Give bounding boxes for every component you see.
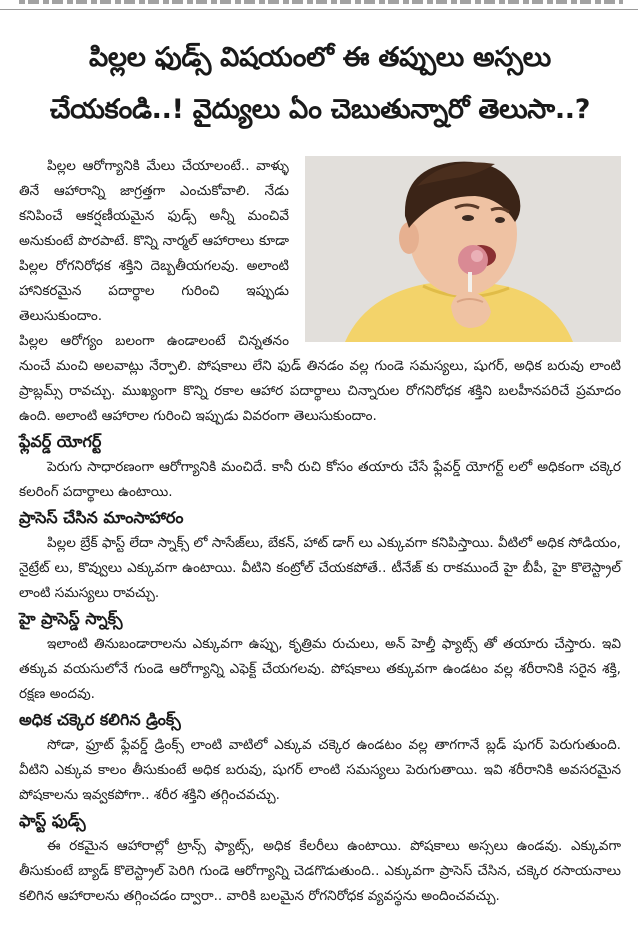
headline-line-1: పిల్లల ఫుడ్స్ విషయంలో ఈ తప్పులు అస్సలు [89,42,551,73]
section-paragraph: సోడా, ఫ్రూట్ ఫ్లేవర్డ్ డ్రింక్స్ లాంటి వాటిలో ఎక్కువ చక్కెర ఉండటం వల్ల తాగగానే బ్లడ్ షుగర్ పెరుగుతుంది. వీటిని ఎక్కువ కాలం తీసుకుంటే అధిక బరువు, షుగర్ లాంటి సమస్యలు పెరుగుతాయి. ఇవి శరీరానికి అవసరమైన పోషకాలను ఇవ్వకపోగా.. శరీర శక్తిని తగ్గించవచ్చు. [19,737,621,803]
article-body [19,154,621,909]
section-heading: హై ప్రాసెస్డ్ స్నాక్స్ [19,609,123,628]
intro-continuation: పిల్లల ఆరోగ్యం బలంగా ఉండాలంటే చిన్నతనం నుంచే మంచి అలవాట్లు నేర్పాలి. పోషకాలు లేని ఫుడ్ తినడం వల్ల గుండె సమస్యలు, షుగర్, అధిక బరువు లాంటి ప్రాబ్లమ్స్ రావచ్చు. ముఖ్యంగా కొన్ని రకాల ఆహార పదార్థాలు చిన్నారుల రోగనిరోధక శక్తిని బలహీనపరిచే ప్రమాదం ఉంది. అలాంటి ఆహారాల గురించి ఇప్పుడు వివరంగా తెలుసుకుందాం. [19,333,621,424]
article-headline [19,32,621,136]
child-eating-lollipop-icon [305,156,621,342]
clipped-previous-text [0,0,638,10]
section-paragraph: ఈ రకమైన ఆహారాల్లో ట్రాన్స్ ఫ్యాట్స్, అధిక కేలరీలు ఉంటాయి. పోషకాలు అస్సలు ఉండవు. ఎక్కువగా తీసుకుంటే బ్యాడ్ కొలెస్ట్రాల్ పెరిగి గుండె ఆరోగ్యాన్ని చెడగొడుతుంది.. ఎక్కువగా ప్రాసెస్ చేసిన, చక్కెర రసాయనాలు కలిగిన ఆహారాలను తగ్గించడం ద్వారా.. వారికి బలమైన రోగనిరోధక వ్యవస్థను అందించవచ్చు. [19,838,621,904]
section-heading: ఫాస్ట్ ఫుడ్స్ [19,811,86,830]
article-image [305,156,621,342]
section-paragraph: ఇలాంటి తినుబండారాలను ఎక్కువగా ఉప్పు, కృత్రిమ రుచులు, అన్ హెల్తీ ఫ్యాట్స్ తో తయారు చేస్తారు. ఇవి తక్కువ వయసులోనే గుండె ఆరోగ్యాన్ని ఎఫెక్ట్ చేయగలవు. పోషకాలు తక్కువగా ఉండటం వల్ల శరీరానికి సరైన శక్తి, రక్షణ అందవు. [19,636,621,702]
section-paragraph: పెరుగు సాధారణంగా ఆరోగ్యానికి మంచిదే. కానీ రుచి కోసం తయారు చేసే ఫ్లేవర్డ్ యోగర్ట్ లలో అధికంగా చక్కెర కలరింగ్ పదార్థాలు ఉంటాయి. [19,459,621,500]
section-heading: అధిక చక్కెర కలిగిన డ్రింక్స్ [19,710,181,729]
section-paragraph: పిల్లల బ్రేక్ ఫాస్ట్ లేదా స్నాక్స్ లో సాసేజ్‌లు, బేకన్, హాట్ డాగ్ లు ఎక్కువగా కనిపిస్తాయి. వీటిలో అధిక సోడియం, నైట్రేట్ లు, కొవ్వులు ఎక్కువగా ఉంటాయి. వీటిని కంట్రోల్ చేయకపోతే.. టీనేజ్ కు రాకముందే హై బీపీ, హై కొలెస్ట్రాల్ లాంటి సమస్యలు రావచ్చు. [19,535,621,601]
section-heading: ప్రాసెస్ చేసిన మాంసాహారం [19,508,184,527]
section-heading: ఫ్లేవర్డ్ యోగర్ట్ [19,432,102,451]
headline-line-2: చేయకండి..! వైద్యులు ఏం చెబుతున్నారో తెలుసా..? [49,94,591,125]
intro-paragraph: పిల్లల ఆరోగ్యానికి మేలు చేయాలంటే.. వాళ్ళు తినే ఆహారాన్ని జాగ్రత్తగా ఎంచుకోవాలి. నేడు కనిపించే ఆకర్షణీయమైన ఫుడ్స్ అన్నీ మంచివే అనుకుంటే పొరపాటే. కొన్ని నార్మల్ ఆహారాలు కూడా పిల్లల రోగనిరోధక శక్తిని దెబ్బతీయగలవు. అలాంటి హానికరమైన పదార్థాల గురించి ఇప్పుడు తెలుసుకుందాం. [19,158,289,324]
